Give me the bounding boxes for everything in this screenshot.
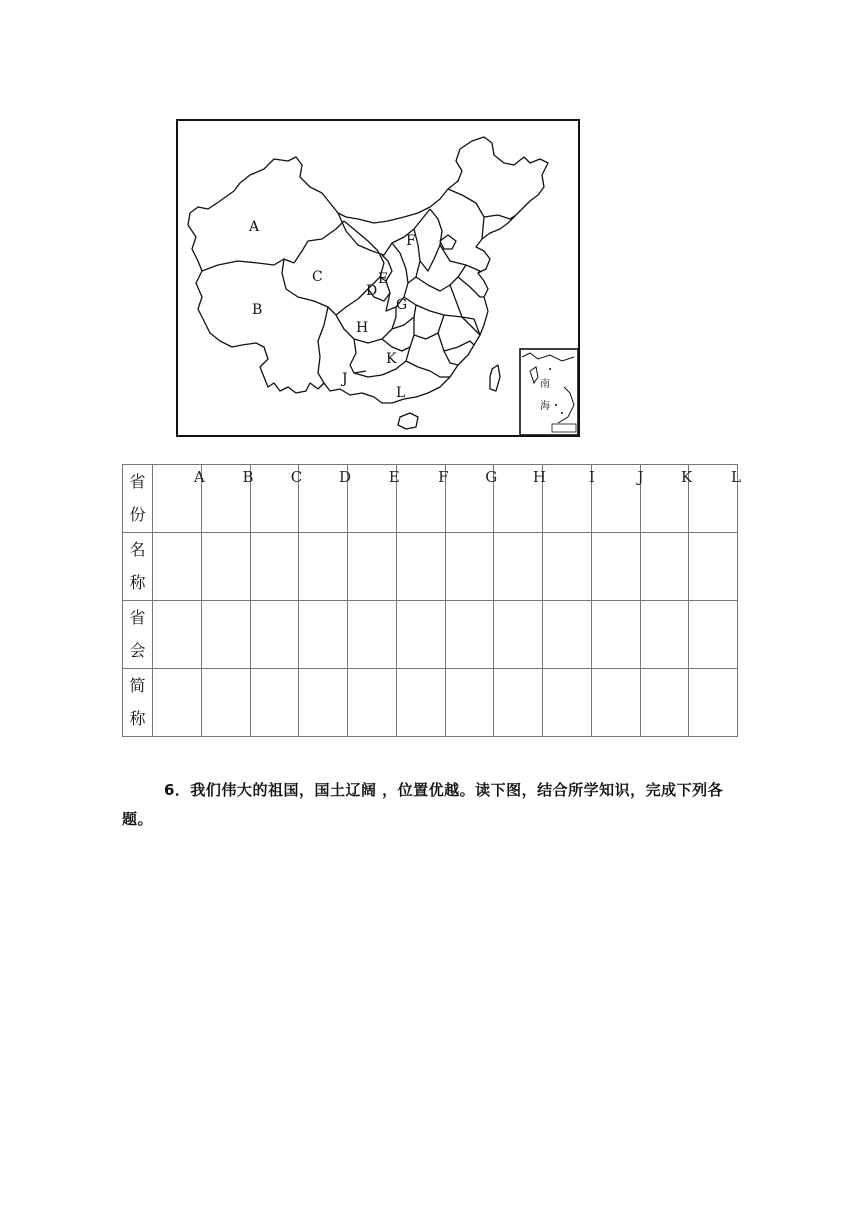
- answer-cell[interactable]: [494, 533, 543, 601]
- question-6: 6．我们伟大的祖国，国土辽阔 ，位置优越。读下图，结合所学知识，完成下列各题。: [122, 781, 724, 828]
- table-row-abbreviation: [123, 669, 738, 737]
- answer-cell[interactable]: [543, 669, 592, 737]
- answer-cell[interactable]: [348, 601, 397, 669]
- row-header-char: 份: [129, 505, 146, 524]
- answer-cell[interactable]: [153, 669, 202, 737]
- column-header-b: [201, 465, 254, 533]
- column-letter: D: [338, 468, 351, 486]
- border-guangdong: [406, 361, 450, 377]
- column-letter: F: [438, 468, 449, 486]
- row-header-abbreviation: [123, 669, 153, 737]
- column-header-a: [153, 465, 205, 533]
- border-jilin: [484, 215, 516, 219]
- inset-label-nan: 南: [540, 379, 550, 390]
- border-fujian: [444, 341, 474, 351]
- border-hubei: [404, 297, 462, 317]
- answer-cell[interactable]: [201, 669, 250, 737]
- answer-cell[interactable]: [396, 533, 445, 601]
- column-header-g: [445, 465, 498, 533]
- column-letter: I: [588, 468, 595, 486]
- row-header-char: 会: [129, 641, 146, 660]
- answer-cell[interactable]: [689, 533, 738, 601]
- answer-cell[interactable]: [689, 601, 738, 669]
- map-label-g: G: [396, 297, 408, 313]
- answer-cell[interactable]: [201, 533, 250, 601]
- column-letter: H: [532, 468, 546, 486]
- answer-cell[interactable]: [543, 533, 592, 601]
- border-liaoning: [448, 189, 484, 239]
- column-header-k: [640, 465, 693, 533]
- answer-cell[interactable]: [494, 669, 543, 737]
- answer-cell[interactable]: [153, 601, 202, 669]
- column-header-j: [588, 465, 644, 533]
- table-row-capital: [123, 601, 738, 669]
- row-header-name: [123, 533, 153, 601]
- row-header-capital: [123, 601, 153, 669]
- china-map-drawing: [178, 121, 578, 435]
- column-letter: G: [485, 468, 498, 486]
- answer-cell[interactable]: [299, 601, 348, 669]
- column-header-e: [348, 465, 400, 533]
- province-table: [122, 464, 741, 737]
- map-label-j: J: [342, 371, 348, 387]
- answer-cell[interactable]: [591, 601, 640, 669]
- answer-cell[interactable]: [494, 601, 543, 669]
- answer-cell[interactable]: [299, 669, 348, 737]
- row-header-char: 名: [129, 540, 146, 559]
- china-outline: [188, 137, 548, 403]
- border-c-b: [282, 259, 336, 315]
- answer-cell[interactable]: [445, 669, 494, 737]
- answer-cell[interactable]: [640, 533, 689, 601]
- answer-cell[interactable]: [689, 669, 738, 737]
- answer-cell[interactable]: [396, 601, 445, 669]
- answer-cell[interactable]: [201, 601, 250, 669]
- map-label-c: C: [312, 269, 323, 285]
- column-letter: J: [637, 468, 644, 486]
- border-gansu-f: [338, 209, 430, 255]
- column-header-i: [543, 465, 595, 533]
- south-china-sea-inset: [520, 349, 578, 435]
- answer-cell[interactable]: [591, 669, 640, 737]
- column-letter: C: [290, 468, 303, 486]
- border-j: [318, 307, 328, 383]
- table-row-name: [123, 533, 738, 601]
- map-label-a: A: [249, 219, 260, 235]
- map-label-d: D: [366, 283, 378, 299]
- row-header-char: 省: [129, 472, 146, 491]
- row-header-char: 省: [129, 608, 146, 627]
- answer-cell[interactable]: [250, 669, 299, 737]
- answer-cell[interactable]: [250, 533, 299, 601]
- map-label-k: K: [386, 351, 397, 367]
- row-header-char: 称: [129, 573, 146, 592]
- map-label-l: L: [396, 385, 406, 401]
- answer-cell[interactable]: [348, 669, 397, 737]
- answer-cell[interactable]: [591, 533, 640, 601]
- column-letter: B: [242, 468, 254, 486]
- answer-cell[interactable]: [250, 601, 299, 669]
- column-header-h: [494, 465, 546, 533]
- border-beijing: [440, 235, 456, 249]
- hainan-island: [398, 413, 418, 429]
- table-row-province: [123, 465, 738, 533]
- column-header-l: [689, 465, 741, 533]
- column-header-f: [396, 465, 449, 533]
- border-jiangxi: [438, 333, 458, 365]
- answer-cell[interactable]: [543, 601, 592, 669]
- map-label-f: F: [406, 233, 416, 249]
- column-letter: L: [731, 468, 741, 486]
- column-letter: K: [681, 468, 693, 486]
- answer-cell[interactable]: [153, 533, 202, 601]
- answer-cell[interactable]: [348, 533, 397, 601]
- column-header-d: [299, 465, 351, 533]
- column-letter: A: [193, 468, 205, 486]
- answer-cell[interactable]: [396, 669, 445, 737]
- taiwan-island: [490, 365, 500, 391]
- inset-label-hai: 海: [540, 401, 550, 412]
- row-header-char: 简: [129, 676, 146, 695]
- answer-cell[interactable]: [445, 601, 494, 669]
- map-label-h: H: [356, 320, 369, 336]
- border-j-k: [350, 339, 366, 373]
- answer-cell[interactable]: [299, 533, 348, 601]
- border-a-c: [294, 221, 344, 263]
- border-a-b: [202, 259, 294, 271]
- map-label-e: E: [378, 271, 389, 287]
- row-header-char: 称: [129, 709, 146, 728]
- column-letter: E: [388, 468, 400, 486]
- map-label-b: B: [252, 302, 263, 318]
- border-jiangsu: [458, 277, 484, 297]
- answer-cell[interactable]: [640, 601, 689, 669]
- answer-cell[interactable]: [445, 533, 494, 601]
- row-header-province: [123, 465, 153, 533]
- answer-cell[interactable]: [640, 669, 689, 737]
- border-c-gansu: [336, 221, 384, 315]
- china-map: [176, 119, 580, 437]
- border-hunan: [414, 315, 444, 339]
- column-header-c: [250, 465, 303, 533]
